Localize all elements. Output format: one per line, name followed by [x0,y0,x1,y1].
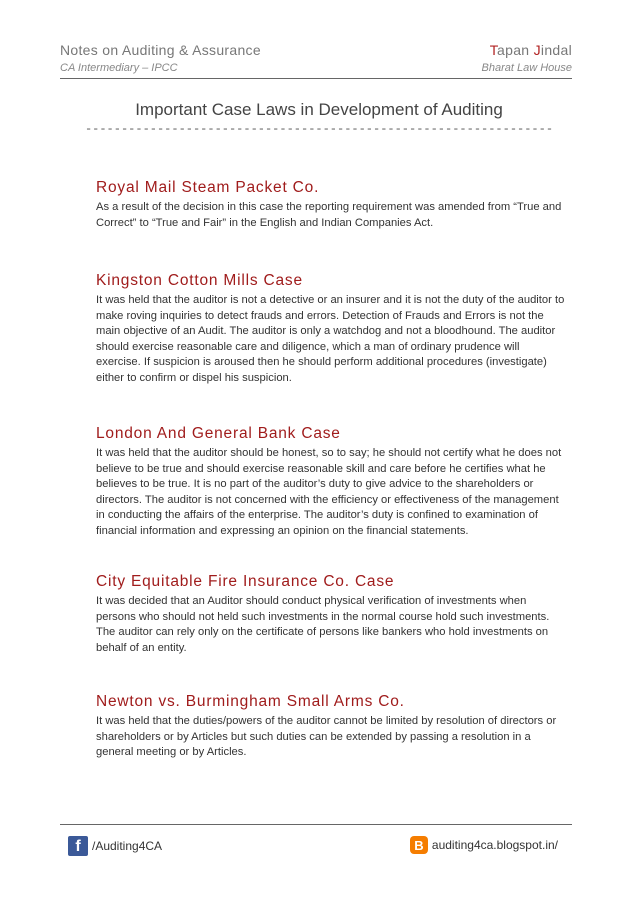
blogger-icon: B [410,836,428,854]
case-title: City Equitable Fire Insurance Co. Case [96,573,395,590]
case-body: It was held that the duties/powers of the auditor cannot be limited by resolution of directors or shareholders or by Articles but such duties can be extended by passing a resolution in a general meeting or by Articles. [96,715,557,759]
author-first-rest: apan [497,42,534,58]
page-header [60,40,572,80]
case-title: Newton vs. Burmingham Small Arms Co. [96,693,405,710]
footer-blogger[interactable] [410,836,558,854]
facebook-link[interactable]: /Auditing4CA [92,839,163,853]
publisher: Bharat Law House [481,62,572,74]
author-name [482,40,573,60]
blogger-link[interactable]: auditing4ca.blogspot.in/ [431,838,558,852]
case-body: It was held that the auditor is not a detective or an insurer and it is not the duty of the auditor to make roving inquiries to detect frauds and errors. Detection of Frauds and Errors is not the main objective of an Audit. The auditor is only a watchdog and not a bloodhound. The auditor should exercise reasonable care and diligence, which a man of ordinary prudence will exercise. If suspicion is aroused then he should perform additional procedures (investigate) either to confirm or dispel his suspicion. [96,294,565,384]
case-title: Royal Mail Steam Packet Co. [96,179,320,196]
case-london-general [96,424,566,540]
title-underline: ----------------------------------------------------------------- [84,122,554,136]
author-last-rest: indal [540,42,572,58]
case-title: London And General Bank Case [96,425,341,442]
case-title: Kingston Cotton Mills Case [96,272,303,289]
header-subtitle: CA Intermediary – IPCC [60,62,178,74]
header-right [482,40,573,76]
footer-divider [60,824,572,825]
case-city-equitable [96,572,566,656]
header-title: Notes on Auditing & Assurance [60,42,261,58]
case-kingston-cotton [96,271,566,387]
case-body: As a result of the decision in this case the reporting requirement was amended from “True and Correct” to “True and Fair” in the English and Indian Companies Act. [96,201,562,229]
case-royal-mail [96,178,566,231]
document-title: Important Case Laws in Development of Auditing [135,100,503,119]
footer-facebook[interactable] [68,836,162,856]
author-last-initial: J [533,42,541,58]
header-divider [60,78,572,79]
header-left [60,40,261,76]
case-body: It was held that the auditor should be honest, so to say; he should not certify what he does not believe to be true and should exercise reasonable skill and care before he certifies what he believes to be true. It is no part of the auditor’s duty to give advice to the shareholders or directors. The auditor is not concerned with the efficiency or effectiveness of the management in conducting the affairs of the enterprise. The auditor’s duty is confined to examination of financial information and expressing an opinion on the financial statements. [96,447,562,537]
case-body: It was decided that an Auditor should conduct physical verification of investments when persons who should not held such investments in the normal course hold such investments. The auditor can rely only on the certificate of persons like bankers who hold investments on behalf of an entity. [96,595,550,654]
facebook-icon: f [68,836,88,856]
author-first-initial: T [489,42,498,58]
case-newton-burmingham [96,692,566,761]
